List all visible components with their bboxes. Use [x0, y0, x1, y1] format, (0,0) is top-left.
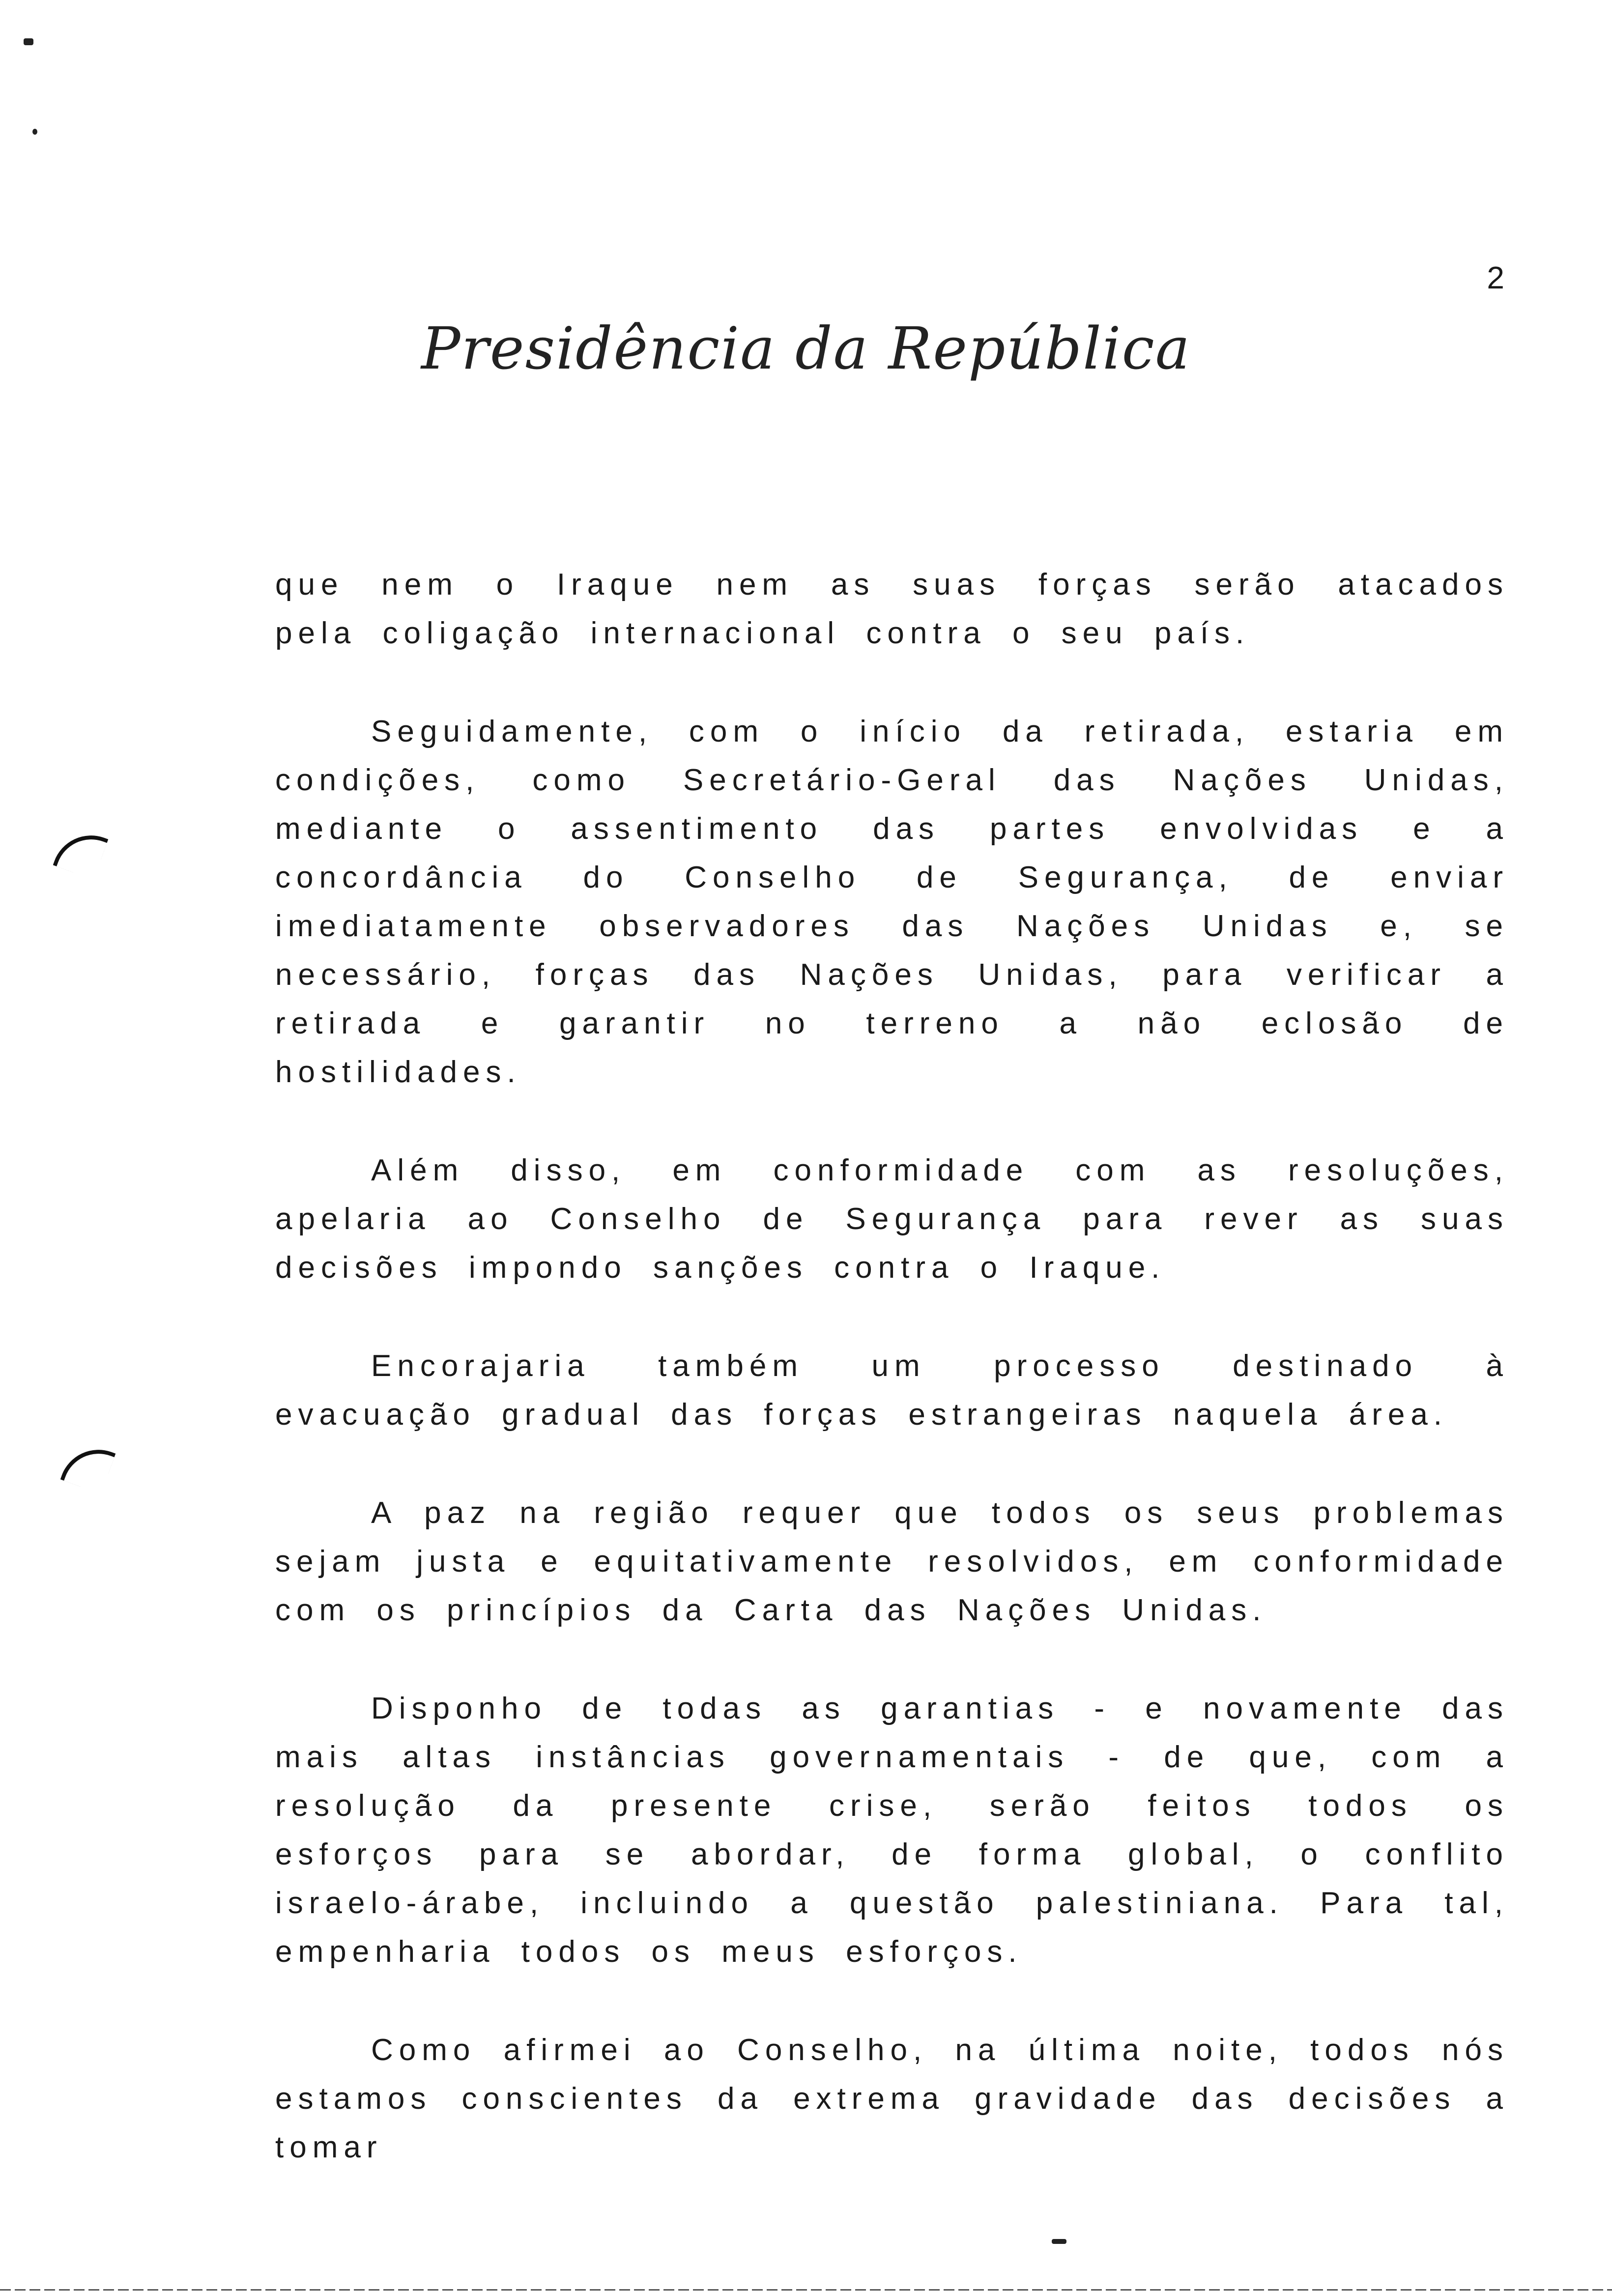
paragraph-2: Seguidamente, com o início da retirada, estaria em condições, como Secretário-Geral das Nações Unidas, mediante o assentimento das partes envolvidas e a concordância do Conselho de Segurança, de enviar imediatamente observadores das Nações Unidas e, se necessário, forças das Nações Unidas, para verificar a retirada e garantir no terreno a não eclosão de hostilidades.: [275, 715, 1509, 1089]
paragraph-6: Disponho de todas as garantias - e novamente das mais altas instâncias governamentais - de que, com a resolução da presente crise, serão feitos todos os esforços para se abordar, de forma global, o conflito israelo-árabe, incluindo a questão palestiniana. Para tal, empenharia todos os meus esforços.: [275, 1692, 1509, 1969]
paragraph-4: Encorajaria também um processo destinado à evacuação gradual das forças estrangeiras naquela área.: [275, 1349, 1509, 1432]
paragraph-3: Além disso, em conformidade com as resoluções, apelaria ao Conselho de Segurança para rever as suas decisões impondo sanções contra o Iraque.: [275, 1153, 1509, 1285]
punch-hole-arc-lower: [60, 1439, 116, 1494]
scan-mark-bottom: [1052, 2239, 1066, 2244]
scan-dot-left: [32, 129, 37, 135]
paragraph-7: Como afirmei ao Conselho, na última noite, todos nós estamos conscientes da extrema gravidade das decisões a tomar: [275, 2033, 1509, 2164]
document-body: [275, 560, 1509, 2221]
punch-hole-arc-upper: [53, 825, 109, 880]
paragraph-5: A paz na região requer que todos os seus problemas sejam justa e equitativamente resolvidos, em conformidade com os princípios da Carta das Nações Unidas.: [275, 1496, 1509, 1627]
scan-mark-top-left: [24, 38, 33, 45]
paragraph-1: que nem o Iraque nem as suas forças serão atacados pela coligação internacional contra o seu país.: [275, 568, 1509, 650]
letterhead-title: Presidência da República: [421, 315, 1191, 382]
bottom-rule: [0, 2289, 1612, 2291]
page-number: 2: [1487, 260, 1506, 295]
